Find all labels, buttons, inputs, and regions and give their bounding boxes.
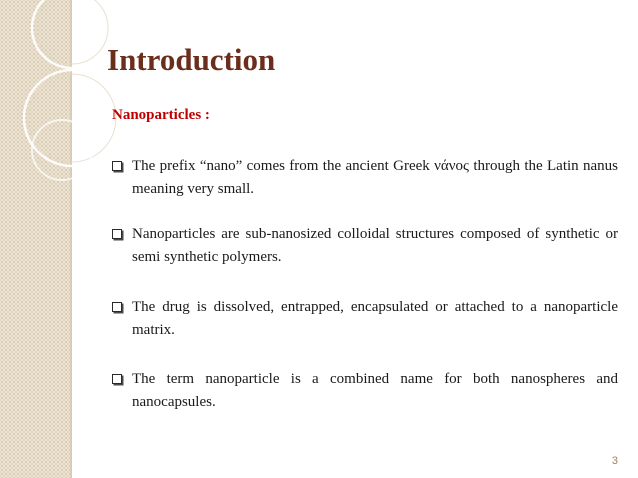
checkbox-bullet-icon xyxy=(112,374,122,384)
bullet-text: The prefix “nano” comes from the ancient Greek νάνος through the Latin nanus meaning very small. xyxy=(132,158,618,197)
decorative-ring-middle xyxy=(24,70,120,166)
bullet-item xyxy=(112,155,618,201)
checkbox-bullet-icon xyxy=(112,161,122,171)
slide-title: Introduction xyxy=(107,42,276,77)
bullet-item xyxy=(112,223,618,269)
bullet-text: The drug is dissolved, entrapped, encapsulated or attached to a nanoparticle matrix. xyxy=(132,299,618,338)
decorative-ring-top xyxy=(32,0,112,68)
checkbox-bullet-icon xyxy=(112,229,122,239)
bullet-item xyxy=(112,296,618,342)
slide-subtitle: Nanoparticles : xyxy=(112,107,210,123)
decorative-ring-top-inner xyxy=(36,0,108,64)
page-number: 3 xyxy=(611,455,618,467)
checkbox-bullet-icon xyxy=(112,302,122,312)
bullet-text: Nanoparticles are sub-nanosized colloidal structures composed of synthetic or semi synthetic polymers. xyxy=(132,226,618,265)
bullet-list xyxy=(112,155,618,436)
bullet-text: The term nanoparticle is a combined name for both nanospheres and nanocapsules. xyxy=(132,371,618,410)
decorative-ring-middle-inner xyxy=(28,74,116,162)
bullet-item xyxy=(112,368,618,414)
decorative-ring-small xyxy=(32,120,92,180)
